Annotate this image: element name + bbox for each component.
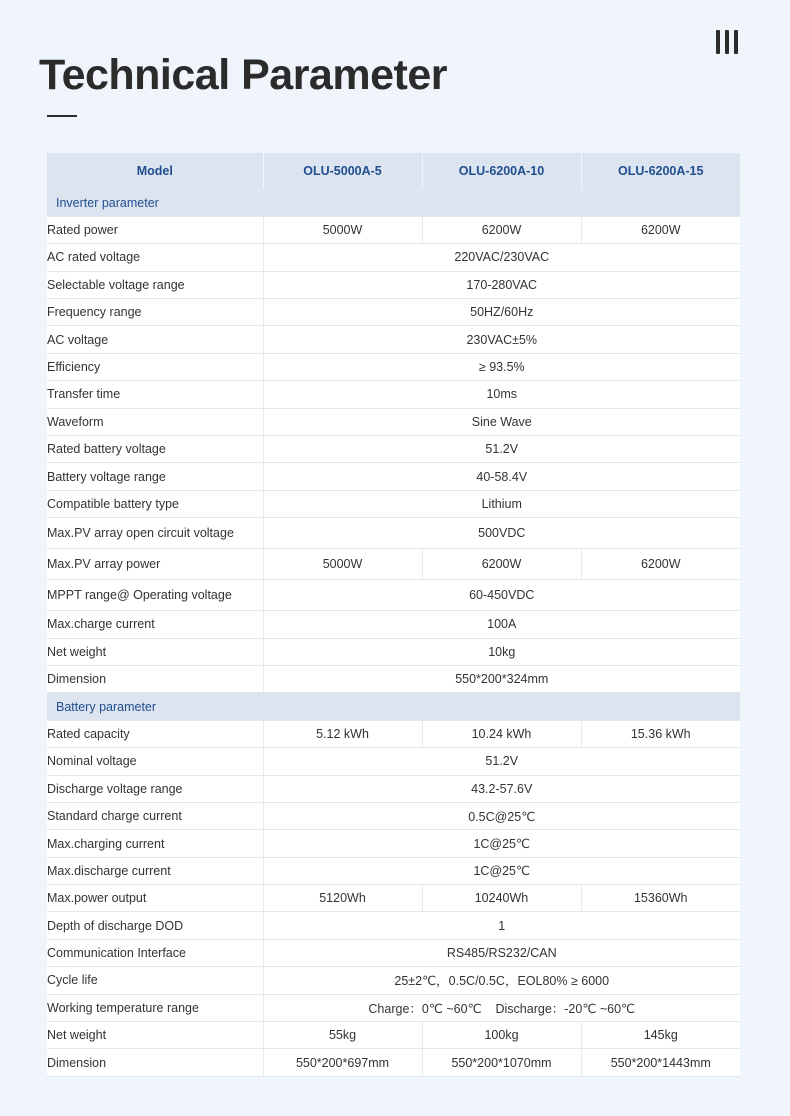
row-value: 170-280VAC: [263, 271, 740, 298]
header-model-3: OLU-6200A-15: [581, 153, 740, 189]
row-label: Nominal voltage: [47, 748, 263, 775]
row-label: Rated battery voltage: [47, 436, 263, 463]
row-label: Efficiency: [47, 353, 263, 380]
row-value: 550*200*1070mm: [422, 1049, 581, 1076]
row-label: Net weight: [47, 1022, 263, 1049]
row-value: 100A: [263, 611, 740, 638]
table-row: [47, 967, 740, 994]
row-label: Transfer time: [47, 381, 263, 408]
row-value: 50HZ/60Hz: [263, 299, 740, 326]
table-row: [47, 802, 740, 829]
row-value: 100kg: [422, 1022, 581, 1049]
row-value: 5.12 kWh: [263, 720, 422, 747]
menu-icon-bar: [725, 30, 729, 54]
row-label: Max.PV array power: [47, 549, 263, 580]
table-row: [47, 939, 740, 966]
row-value: 6200W: [422, 216, 581, 243]
row-label: Rated capacity: [47, 720, 263, 747]
table-row: [47, 244, 740, 271]
row-value: 6200W: [422, 549, 581, 580]
row-value: 550*200*697mm: [263, 1049, 422, 1076]
section-header-inverter: [47, 189, 740, 216]
menu-icon-bar: [716, 30, 720, 54]
table-row: [47, 549, 740, 580]
row-value: 5120Wh: [263, 885, 422, 912]
row-value: 60-450VDC: [263, 580, 740, 611]
row-label: Max.PV array open circuit voltage: [47, 518, 263, 549]
row-value: 51.2V: [263, 436, 740, 463]
row-value: ≥ 93.5%: [263, 353, 740, 380]
header-model: Model: [47, 153, 263, 189]
spec-table: [47, 153, 740, 1077]
row-value: 6200W: [581, 549, 740, 580]
row-value: 230VAC±5%: [263, 326, 740, 353]
table-row: [47, 1022, 740, 1049]
row-value: 55kg: [263, 1022, 422, 1049]
title-underline: [47, 115, 77, 117]
row-label: Discharge voltage range: [47, 775, 263, 802]
row-value: 25±2℃，0.5C/0.5C，EOL80% ≥ 6000: [263, 967, 740, 994]
table-row: [47, 271, 740, 298]
table-row: [47, 1049, 740, 1076]
table-row: [47, 775, 740, 802]
header-model-2: OLU-6200A-10: [422, 153, 581, 189]
table-row: [47, 436, 740, 463]
header-model-1: OLU-5000A-5: [263, 153, 422, 189]
table-row: [47, 408, 740, 435]
row-value: 10ms: [263, 381, 740, 408]
table-row: [47, 720, 740, 747]
table-row: [47, 665, 740, 692]
table-row: [47, 580, 740, 611]
row-value: 40-58.4V: [263, 463, 740, 490]
row-value: 43.2-57.6V: [263, 775, 740, 802]
row-label: Waveform: [47, 408, 263, 435]
row-value: 1C@25℃: [263, 830, 740, 857]
row-label: AC voltage: [47, 326, 263, 353]
row-value: 550*200*324mm: [263, 665, 740, 692]
row-value: 15360Wh: [581, 885, 740, 912]
table-row: [47, 885, 740, 912]
row-label: Rated power: [47, 216, 263, 243]
row-value: 10.24 kWh: [422, 720, 581, 747]
row-label: Dimension: [47, 1049, 263, 1076]
row-label: Net weight: [47, 638, 263, 665]
table-row: [47, 463, 740, 490]
row-label: Dimension: [47, 665, 263, 692]
table-row: [47, 857, 740, 884]
section-header-battery: [47, 693, 740, 720]
row-label: Max.power output: [47, 885, 263, 912]
table-header-row: [47, 153, 740, 189]
row-label: MPPT range@ Operating voltage: [47, 580, 263, 611]
row-value: Charge：0℃ ~60℃ Discharge：-20℃ ~60℃: [263, 994, 740, 1021]
table-row: [47, 299, 740, 326]
row-value: 1C@25℃: [263, 857, 740, 884]
table-row: [47, 912, 740, 939]
table-row: [47, 353, 740, 380]
section-title: Inverter parameter: [47, 189, 740, 216]
row-value: 10240Wh: [422, 885, 581, 912]
row-value: 10kg: [263, 638, 740, 665]
row-value: 5000W: [263, 549, 422, 580]
row-value: 51.2V: [263, 748, 740, 775]
row-label: Depth of discharge DOD: [47, 912, 263, 939]
row-label: Selectable voltage range: [47, 271, 263, 298]
row-label: Max.discharge current: [47, 857, 263, 884]
table-row: [47, 611, 740, 638]
row-label: Communication Interface: [47, 939, 263, 966]
section-title: Battery parameter: [47, 693, 740, 720]
table-row: [47, 518, 740, 549]
row-label: Frequency range: [47, 299, 263, 326]
row-label: Battery voltage range: [47, 463, 263, 490]
row-value: Lithium: [263, 490, 740, 517]
row-label: AC rated voltage: [47, 244, 263, 271]
table-row: [47, 748, 740, 775]
menu-icon[interactable]: [716, 30, 738, 54]
table-row: [47, 830, 740, 857]
row-label: Max.charge current: [47, 611, 263, 638]
row-label: Cycle life: [47, 967, 263, 994]
row-label: Standard charge current: [47, 802, 263, 829]
row-label: Max.charging current: [47, 830, 263, 857]
row-label: Compatible battery type: [47, 490, 263, 517]
table-row: [47, 381, 740, 408]
row-value: 220VAC/230VAC: [263, 244, 740, 271]
table-row: [47, 638, 740, 665]
row-value: RS485/RS232/CAN: [263, 939, 740, 966]
row-label: Working temperature range: [47, 994, 263, 1021]
table-row: [47, 326, 740, 353]
row-value: 0.5C@25℃: [263, 802, 740, 829]
row-value: 145kg: [581, 1022, 740, 1049]
menu-icon-bar: [734, 30, 738, 54]
page-title: Technical Parameter: [39, 51, 447, 99]
table-row: [47, 994, 740, 1021]
row-value: 15.36 kWh: [581, 720, 740, 747]
table-row: [47, 216, 740, 243]
row-value: 5000W: [263, 216, 422, 243]
row-value: Sine Wave: [263, 408, 740, 435]
table-row: [47, 490, 740, 517]
row-value: 6200W: [581, 216, 740, 243]
row-value: 550*200*1443mm: [581, 1049, 740, 1076]
row-value: 1: [263, 912, 740, 939]
row-value: 500VDC: [263, 518, 740, 549]
